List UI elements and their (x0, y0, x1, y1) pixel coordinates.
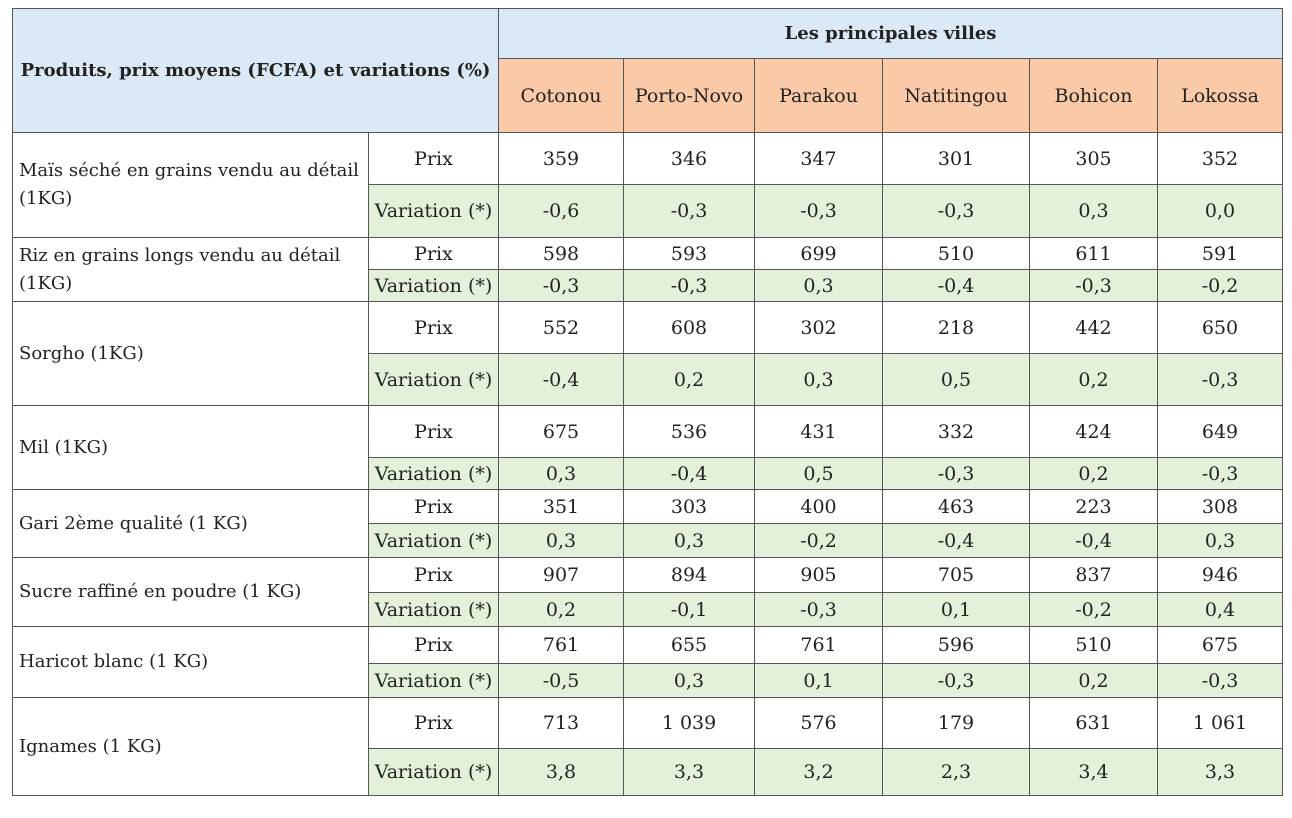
variation-cell: -0,3 (883, 458, 1030, 490)
row-label-price: Prix (369, 490, 499, 524)
variation-cell: -0,4 (1030, 524, 1158, 558)
price-table (12, 8, 1283, 796)
price-cell: 591 (1158, 238, 1283, 270)
price-cell: 1 039 (624, 698, 755, 749)
variation-cell: 0,4 (1158, 593, 1283, 627)
table-body (13, 133, 1283, 796)
variation-cell: -0,3 (624, 270, 755, 302)
price-cell: 598 (499, 238, 624, 270)
city-header: Cotonou (499, 59, 624, 133)
price-cell: 675 (1158, 627, 1283, 664)
price-cell: 347 (755, 133, 883, 185)
price-cell: 510 (883, 238, 1030, 270)
price-cell: 894 (624, 558, 755, 593)
variation-cell: -0,4 (624, 458, 755, 490)
variation-cell: -0,3 (755, 185, 883, 238)
product-name: Maïs séché en grains vendu au détail (1KG) (13, 133, 369, 238)
variation-cell: 0,3 (624, 524, 755, 558)
product-name: Ignames (1 KG) (13, 698, 369, 796)
row-label-variation: Variation (*) (369, 354, 499, 406)
variation-cell: 3,2 (755, 749, 883, 796)
row-label-price: Prix (369, 558, 499, 593)
price-cell: 907 (499, 558, 624, 593)
row-label-price: Prix (369, 133, 499, 185)
price-cell: 699 (755, 238, 883, 270)
row-label-price: Prix (369, 698, 499, 749)
price-cell: 301 (883, 133, 1030, 185)
city-header: Bohicon (1030, 59, 1158, 133)
price-cell: 431 (755, 406, 883, 458)
variation-cell: -0,4 (883, 524, 1030, 558)
variation-cell: 2,3 (883, 749, 1030, 796)
table-row (13, 406, 1283, 458)
variation-cell: 0,1 (883, 593, 1030, 627)
variation-cell: -0,3 (1158, 354, 1283, 406)
variation-cell: 0,2 (1030, 458, 1158, 490)
variation-cell: -0,4 (499, 354, 624, 406)
row-label-variation: Variation (*) (369, 664, 499, 698)
variation-cell: 0,3 (755, 354, 883, 406)
price-cell: 442 (1030, 302, 1158, 354)
row-label-price: Prix (369, 627, 499, 664)
product-name: Riz en grains longs vendu au détail (1KG) (13, 238, 369, 302)
city-header: Natitingou (883, 59, 1030, 133)
table-row (13, 133, 1283, 185)
cities-group-header: Les principales villes (499, 9, 1283, 59)
variation-cell: 3,4 (1030, 749, 1158, 796)
variation-cell: 0,3 (624, 664, 755, 698)
variation-cell: -0,3 (883, 664, 1030, 698)
product-name: Sucre raffiné en poudre (1 KG) (13, 558, 369, 627)
product-name: Haricot blanc (1 KG) (13, 627, 369, 698)
row-label-variation: Variation (*) (369, 458, 499, 490)
variation-cell: 3,3 (624, 749, 755, 796)
product-name: Gari 2ème qualité (1 KG) (13, 490, 369, 558)
price-cell: 631 (1030, 698, 1158, 749)
price-cell: 552 (499, 302, 624, 354)
variation-cell: 0,2 (1030, 664, 1158, 698)
price-cell: 675 (499, 406, 624, 458)
product-name: Sorgho (1KG) (13, 302, 369, 406)
city-header: Lokossa (1158, 59, 1283, 133)
table-row (13, 698, 1283, 749)
table-row (13, 238, 1283, 270)
variation-cell: -0,2 (1030, 593, 1158, 627)
price-cell: 332 (883, 406, 1030, 458)
price-cell: 302 (755, 302, 883, 354)
city-header: Porto-Novo (624, 59, 755, 133)
price-cell: 305 (1030, 133, 1158, 185)
price-cell: 346 (624, 133, 755, 185)
price-cell: 218 (883, 302, 1030, 354)
price-cell: 400 (755, 490, 883, 524)
price-cell: 593 (624, 238, 755, 270)
price-cell: 655 (624, 627, 755, 664)
price-cell: 596 (883, 627, 1030, 664)
variation-cell: 0,0 (1158, 185, 1283, 238)
variation-cell: -0,2 (755, 524, 883, 558)
price-cell: 463 (883, 490, 1030, 524)
row-label-price: Prix (369, 406, 499, 458)
price-cell: 649 (1158, 406, 1283, 458)
variation-cell: -0,3 (883, 185, 1030, 238)
variation-cell: 0,3 (755, 270, 883, 302)
variation-cell: -0,6 (499, 185, 624, 238)
variation-cell: 0,2 (499, 593, 624, 627)
variation-cell: -0,3 (755, 593, 883, 627)
variation-cell: 3,8 (499, 749, 624, 796)
variation-cell: -0,3 (1030, 270, 1158, 302)
variation-cell: 0,1 (755, 664, 883, 698)
row-label-variation: Variation (*) (369, 185, 499, 238)
variation-cell: 0,3 (499, 458, 624, 490)
price-cell: 510 (1030, 627, 1158, 664)
price-cell: 576 (755, 698, 883, 749)
price-cell: 179 (883, 698, 1030, 749)
products-header: Produits, prix moyens (FCFA) et variations (%) (13, 9, 499, 133)
variation-cell: -0,4 (883, 270, 1030, 302)
price-cell: 303 (624, 490, 755, 524)
variation-cell: 0,5 (755, 458, 883, 490)
variation-cell: 0,2 (624, 354, 755, 406)
variation-cell: -0,5 (499, 664, 624, 698)
row-label-price: Prix (369, 238, 499, 270)
table-row (13, 558, 1283, 593)
row-label-variation: Variation (*) (369, 524, 499, 558)
table-row (13, 490, 1283, 524)
variation-cell: -0,3 (624, 185, 755, 238)
row-label-price: Prix (369, 302, 499, 354)
price-cell: 536 (624, 406, 755, 458)
price-cell: 611 (1030, 238, 1158, 270)
variation-cell: -0,3 (499, 270, 624, 302)
price-cell: 424 (1030, 406, 1158, 458)
variation-cell: 0,3 (1030, 185, 1158, 238)
variation-cell: 0,3 (499, 524, 624, 558)
price-cell: 713 (499, 698, 624, 749)
price-cell: 351 (499, 490, 624, 524)
price-cell: 761 (755, 627, 883, 664)
variation-cell: 0,5 (883, 354, 1030, 406)
price-cell: 761 (499, 627, 624, 664)
table-row (13, 302, 1283, 354)
price-cell: 837 (1030, 558, 1158, 593)
price-cell: 905 (755, 558, 883, 593)
price-cell: 1 061 (1158, 698, 1283, 749)
table-row (13, 627, 1283, 664)
row-label-variation: Variation (*) (369, 749, 499, 796)
variation-cell: -0,2 (1158, 270, 1283, 302)
variation-cell: 0,2 (1030, 354, 1158, 406)
price-cell: 308 (1158, 490, 1283, 524)
row-label-variation: Variation (*) (369, 270, 499, 302)
price-cell: 359 (499, 133, 624, 185)
row-label-variation: Variation (*) (369, 593, 499, 627)
variation-cell: 0,3 (1158, 524, 1283, 558)
price-cell: 608 (624, 302, 755, 354)
product-name: Mil (1KG) (13, 406, 369, 490)
variation-cell: -0,1 (624, 593, 755, 627)
price-cell: 352 (1158, 133, 1283, 185)
price-cell: 650 (1158, 302, 1283, 354)
variation-cell: -0,3 (1158, 664, 1283, 698)
variation-cell: 3,3 (1158, 749, 1283, 796)
variation-cell: -0,3 (1158, 458, 1283, 490)
city-header: Parakou (755, 59, 883, 133)
price-cell: 223 (1030, 490, 1158, 524)
price-cell: 705 (883, 558, 1030, 593)
price-cell: 946 (1158, 558, 1283, 593)
